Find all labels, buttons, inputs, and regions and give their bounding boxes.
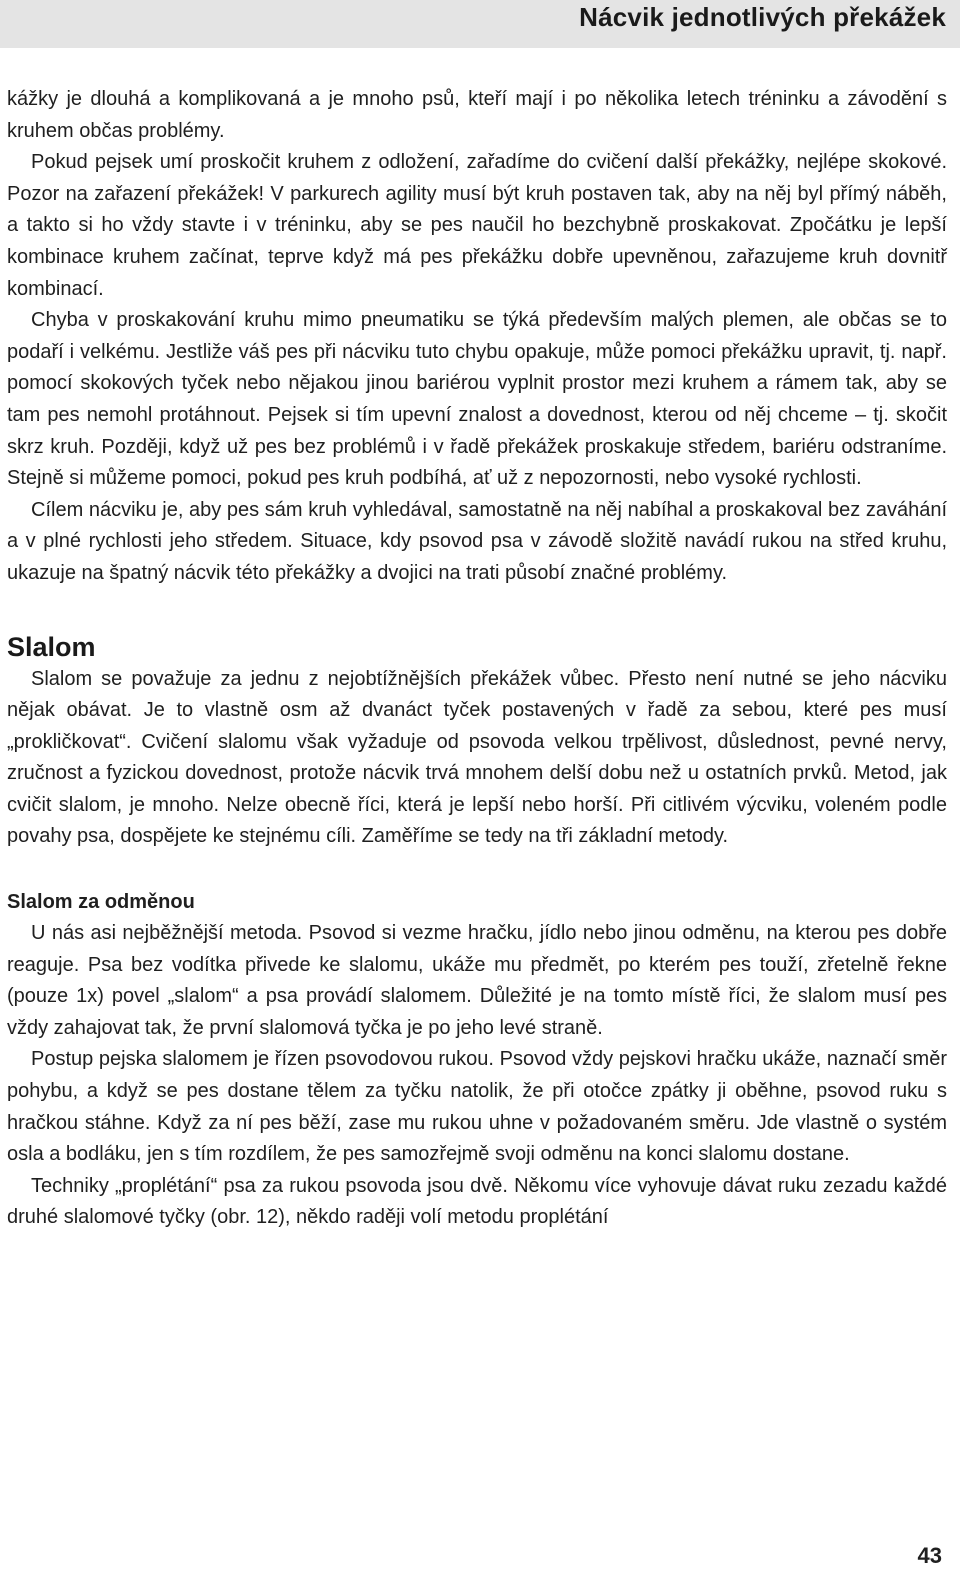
section-heading-slalom: Slalom <box>7 631 96 662</box>
paragraph: Cílem nácviku je, aby pes sám kruh vyhledával, samostatně na něj nabíhal a proskakoval bez zaváhání a v plné rychlosti jeho středem. Situace, kdy psovod psa v závodě složitě navádí rukou na střed kruhu, ukazuje na špatný nácvik této překážky a dvojici na trati působí značné problémy. <box>7 498 947 584</box>
paragraph: Techniky „proplétání“ psa za rukou psovoda jsou dvě. Někomu více vyhovuje dávat ruku zezadu každé druhé slalomové tyčky (obr. 12), někdo raději volí metodu proplétání <box>7 1174 947 1229</box>
subsection-heading-reward: Slalom za odměnou <box>7 891 195 914</box>
page-content <box>7 84 947 1234</box>
paragraph: Slalom se považuje za jednu z nejobtížnějších překážek vůbec. Přesto není nutné se jeho nácviku nějak obávat. Je to vlastně osm až dvanáct tyček postavených v řadě za sebou, které pes musí „prokličkovat“. Cvičení slalomu však vyžaduje od psovoda velkou trpělivost, důslednost, pevné nervy, zručnost a fyzickou dovednost, protože nácvik trvá mnohem delší dobu než u ostatních prvků. Metod, jak cvičit slalom, je mnoho. Nelze obecně říci, která je lepší nebo horší. Při citlivém výcviku, voleném podle povahy psa, dospějete ke stejnému cíli. Zaměříme se tedy na tři základní metody. <box>7 667 947 848</box>
paragraph: Chyba v proskakování kruhu mimo pneumatiku se týká především malých plemen, ale občas se to podaří i velkému. Jestliže váš pes při nácviku tuto chybu opakuje, může pomoci překážku upravit, tj. např. pomocí skokových tyček nebo nějakou jinou bariérou vyplnit prostor mezi kruhem a rámem tak, aby se tam pes nemohl protáhnout. Pejsek si tím upevní znalost a dovednost, kterou od něj chceme – tj. skočit skrz kruh. Později, když už pes bez problémů i v řadě překážek proskakuje středem, bariéru odstraníme. Stejně si můžeme pomoci, pokud pes kruh podbíhá, ať už z nepozornosti, nebo vysoké rychlosti. <box>7 309 947 490</box>
paragraph: U nás asi nejběžnější metoda. Psovod si vezme hračku, jídlo nebo jinou odměnu, na kterou pes dobře reaguje. Psa bez vodítka přivede ke slalomu, ukáže mu předmět, po kterém pes touží, zřetelně řekne (pouze 1x) povel „slalom“ a psa provádí slalomem. Důležité je na tomto místě říci, že slalom musí pes vždy zahajovat tak, že první slalomová tyčka je po jeho levé straně. <box>7 922 947 1039</box>
header-title: Nácvik jednotlivých překážek <box>579 2 946 32</box>
paragraph: kážky je dlouhá a komplikovaná a je mnoho psů, kteří mají i po několika letech tréninku a závodění s kruhem občas problémy. <box>7 88 947 142</box>
paragraph: Pokud pejsek umí proskočit kruhem z odložení, zařadíme do cvičení další překážky, nejlépe skokové. Pozor na zařazení překážek! V parkurech agility musí být kruh postaven tak, aby na něj byl přímý náběh, a takto si ho vždy stavte i v tréninku, aby se pes naučil ho bezchybně proskakovat. Zpočátku je lepší kombinace kruhem začínat, teprve když má pes překážku dobře upevněnou, zařazujeme kruh dovnitř kombinací. <box>7 151 947 300</box>
running-header <box>0 0 960 48</box>
paragraph: Postup pejska slalomem je řízen psovodovou rukou. Psovod vždy pejskovi hračku ukáže, naznačí směr pohybu, a když se pes dostane tělem za tyčku natolik, že při otočce zpátky ji oběhne, psovod ruku s hračkou stáhne. Když za ní pes běží, zase mu rukou uhne v požadovaném směru. Jde vlastně o systém osla a bodláku, jen s tím rozdílem, že pes samozřejmě svoji odměnu na konci slalomu dostane. <box>7 1048 947 1166</box>
page-number: 43 <box>917 1543 942 1568</box>
